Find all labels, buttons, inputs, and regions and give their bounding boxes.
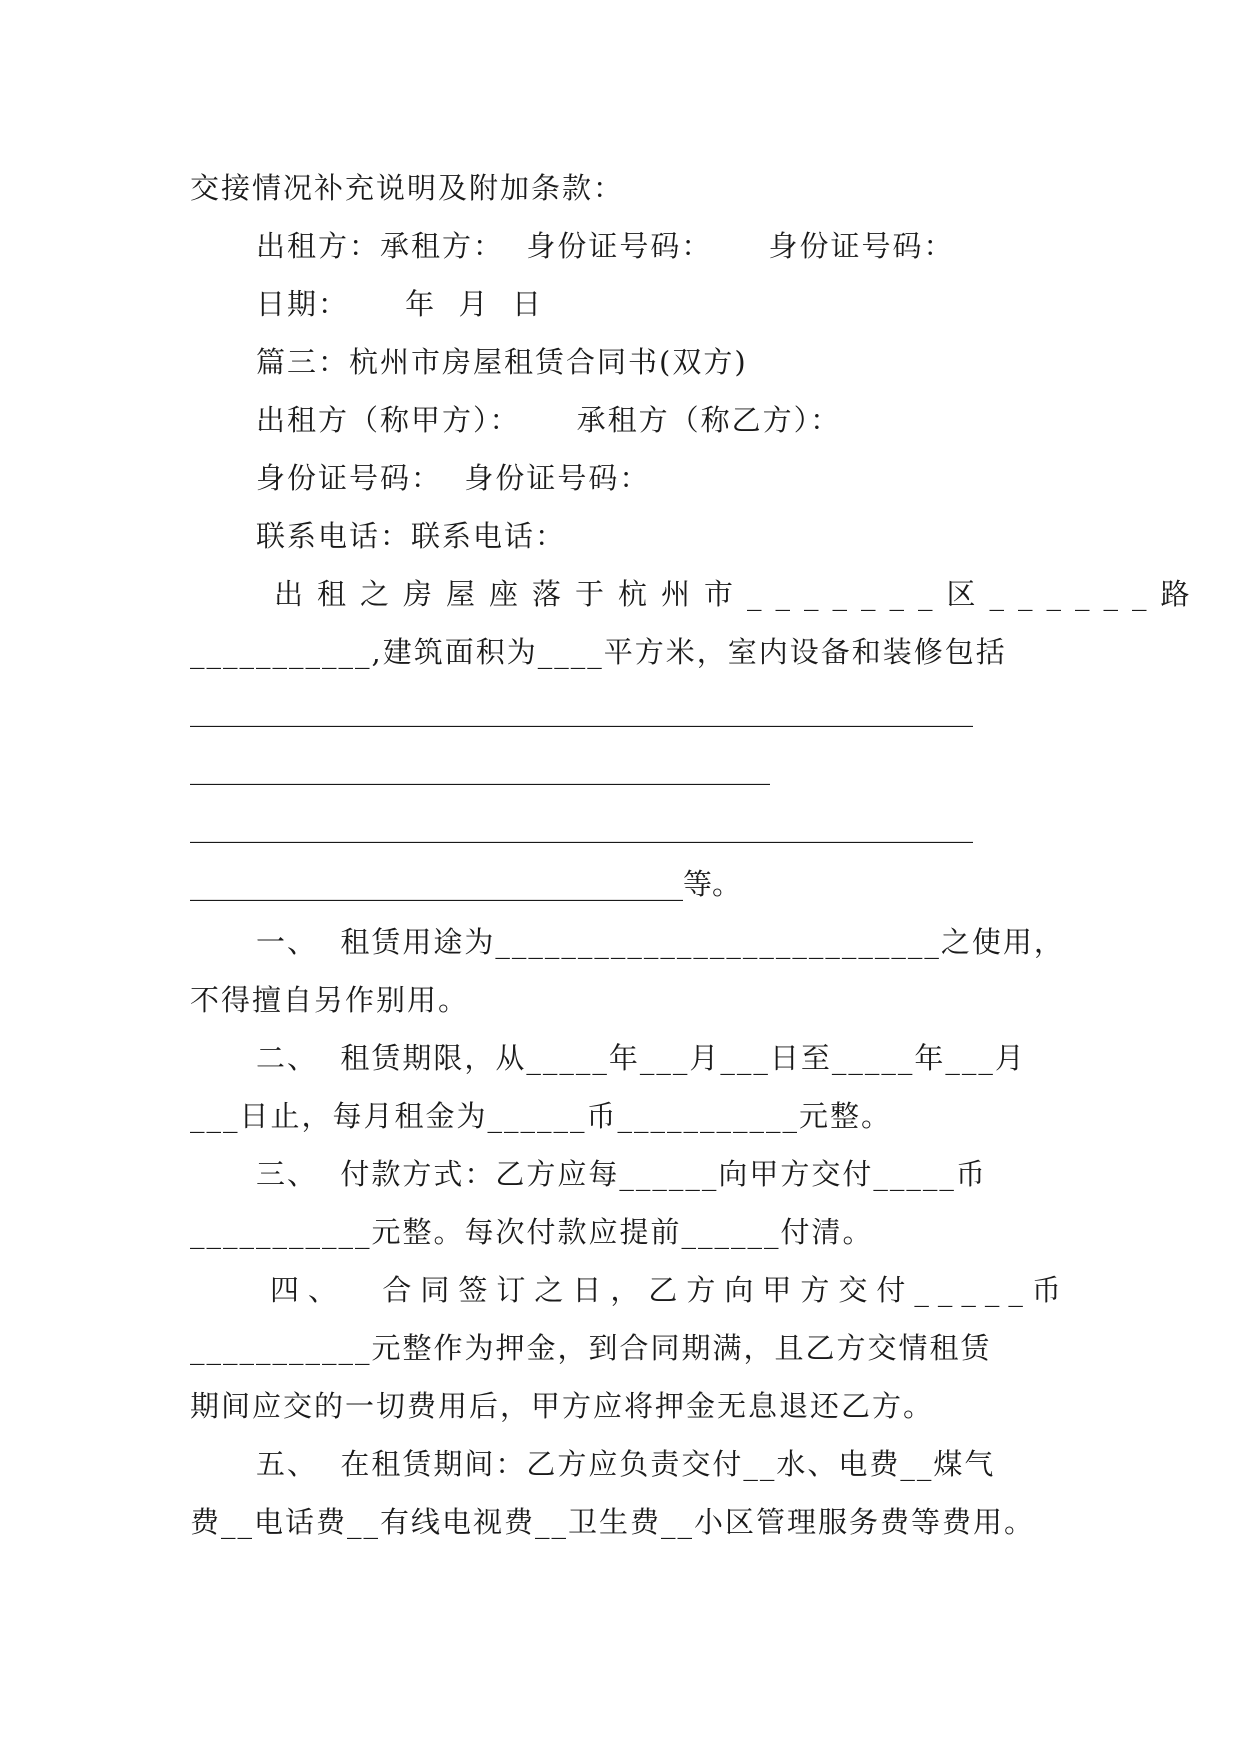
blank-fill-line: ________________________________________ xyxy=(190,751,770,785)
attachment-clause-heading: 交接情况补充说明及附加条款： xyxy=(190,171,625,205)
parties-signature-line: 出租方：承租方： 身份证号码： 身份证号码： xyxy=(256,229,955,263)
phone-line: 联系电话：联系电话： xyxy=(256,519,567,553)
blank-fill-line: ______________________________________________________ xyxy=(190,809,973,843)
clause-4-line-2: ___________元整作为押金，到合同期满，且乙方交情租赁 xyxy=(190,1331,992,1365)
property-area-line: ___________,建筑面积为____平方米，室内设备和装修包括 xyxy=(190,635,1007,669)
clause-4-line-1: 四、 合同签订之日，乙方向甲方交付_____币 xyxy=(270,1273,1070,1307)
clause-1-line-2: 不得擅自另作别用。 xyxy=(190,983,470,1017)
id-number-line: 身份证号码： 身份证号码： xyxy=(256,461,651,495)
clause-4-line-3: 期间应交的一切费用后，甲方应将押金无息退还乙方。 xyxy=(190,1389,935,1423)
clause-2-line-1: 二、 租赁期限，从_____年___月___日至_____年___月 xyxy=(256,1041,1026,1075)
clause-2-line-2: ___日止，每月租金为______币___________元整。 xyxy=(190,1099,893,1133)
clause-1-line-1: 一、 租赁用途为___________________________之使用， xyxy=(256,925,1065,959)
section-title: 篇三：杭州市房屋租赁合同书(双方) xyxy=(256,345,748,379)
property-location-line: 出租之房屋座落于杭州市_______区______路 xyxy=(274,577,1204,611)
clause-3-line-2: ___________元整。每次付款应提前______付清。 xyxy=(190,1215,874,1249)
lessor-lessee-line: 出租方（称甲方）： 承租方（称乙方）： xyxy=(256,403,842,437)
date-line: 日期： 年 月 日 xyxy=(256,287,543,321)
blank-fill-line-end: __________________________________等。 xyxy=(190,867,742,901)
clause-5-line-2: 费__电话费__有线电视费__卫生费__小区管理服务费等费用。 xyxy=(190,1505,1036,1539)
clause-5-line-1: 五、 在租赁期间：乙方应负责交付__水、电费__煤气 xyxy=(256,1447,996,1481)
clause-3-line-1: 三、 付款方式：乙方应每______向甲方交付_____币 xyxy=(256,1157,987,1191)
blank-fill-line: ______________________________________________________ xyxy=(190,693,973,727)
